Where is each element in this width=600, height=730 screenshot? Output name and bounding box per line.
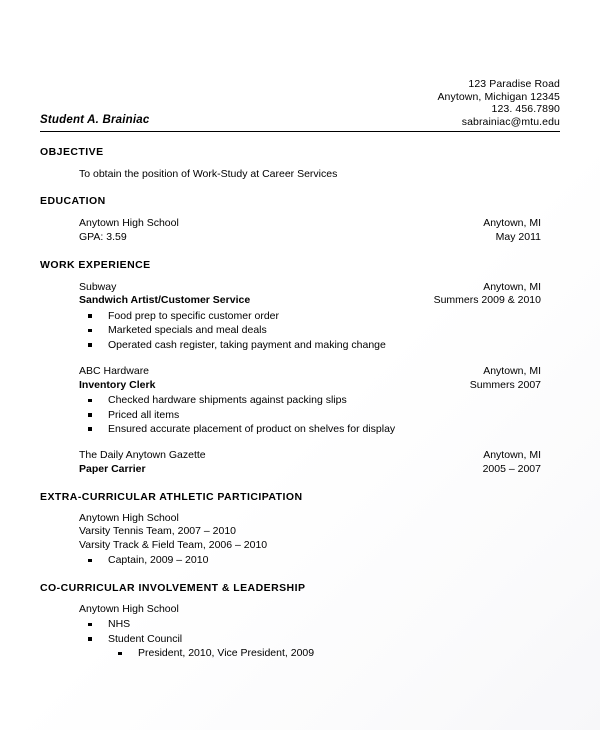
section-title-education: EDUCATION bbox=[40, 195, 106, 208]
contact-address-street: 123 Paradise Road bbox=[468, 78, 560, 90]
section-education bbox=[40, 195, 560, 244]
work-experience-body bbox=[79, 281, 560, 477]
education-school: Anytown High School bbox=[79, 217, 179, 230]
work-bullet-list bbox=[79, 309, 560, 352]
work-dates: Summers 2007 bbox=[469, 378, 541, 391]
leadership-school: Anytown High School bbox=[79, 602, 179, 615]
work-position-row bbox=[79, 463, 560, 477]
athletics-school: Anytown High School bbox=[79, 511, 179, 524]
contact-phone: 123. 456.7890 bbox=[491, 103, 560, 116]
section-leadership bbox=[40, 582, 560, 661]
work-entry bbox=[79, 365, 560, 436]
work-bullet: Marketed specials and meal deals bbox=[79, 323, 560, 337]
work-position-row bbox=[79, 379, 560, 393]
work-employer-row bbox=[79, 449, 560, 463]
leadership-item-label: NHS bbox=[108, 618, 131, 631]
work-location: Anytown, MI bbox=[483, 449, 541, 462]
work-entry bbox=[79, 449, 560, 476]
athletics-line: Varsity Tennis Team, 2007 – 2010 bbox=[79, 525, 237, 538]
leadership-list bbox=[79, 617, 560, 660]
athletics-bullet-list bbox=[79, 553, 560, 567]
work-location: Anytown, MI bbox=[483, 364, 541, 377]
education-gpa-row bbox=[79, 231, 560, 245]
education-body bbox=[79, 217, 560, 244]
work-dates: Summers 2009 & 2010 bbox=[433, 294, 541, 307]
section-title-leadership: CO-CURRICULAR INVOLVEMENT & LEADERSHIP bbox=[40, 581, 306, 594]
education-grad-date: May 2011 bbox=[495, 230, 541, 243]
work-employer: ABC Hardware bbox=[79, 364, 150, 377]
education-school-row bbox=[79, 217, 560, 231]
section-work-experience bbox=[40, 259, 560, 477]
leadership-sub-item: President, 2010, Vice President, 2009 bbox=[108, 646, 560, 660]
leadership-item bbox=[79, 617, 560, 631]
header-divider bbox=[40, 131, 560, 132]
work-dates: 2005 – 2007 bbox=[482, 462, 541, 475]
athletics-bullet: Captain, 2009 – 2010 bbox=[79, 553, 560, 567]
leadership-item-label: Student Council bbox=[108, 632, 183, 645]
section-athletics bbox=[40, 491, 560, 568]
work-employer-row bbox=[79, 281, 560, 295]
work-position: Sandwich Artist/Customer Service bbox=[79, 294, 251, 307]
work-position: Paper Carrier bbox=[79, 462, 146, 475]
section-title-athletics: EXTRA-CURRICULAR ATHLETIC PARTICIPATION bbox=[40, 490, 303, 503]
athletics-body bbox=[79, 512, 560, 568]
objective-text: To obtain the position of Work-Study at Career Services bbox=[79, 168, 338, 181]
education-entry bbox=[79, 217, 560, 244]
work-employer: Subway bbox=[79, 280, 117, 293]
work-employer-row bbox=[79, 365, 560, 379]
work-employer: The Daily Anytown Gazette bbox=[79, 449, 206, 462]
work-entry bbox=[79, 281, 560, 352]
work-location: Anytown, MI bbox=[483, 280, 541, 293]
leadership-sub-list bbox=[108, 646, 560, 660]
work-bullet: Ensured accurate placement of product on shelves for display bbox=[79, 422, 560, 436]
contact-email: sabrainiac@mtu.edu bbox=[461, 115, 560, 128]
work-bullet: Checked hardware shipments against packing slips bbox=[79, 393, 560, 407]
work-bullet: Priced all items bbox=[79, 408, 560, 422]
education-location: Anytown, MI bbox=[483, 217, 541, 230]
athletics-line: Varsity Track & Field Team, 2006 – 2010 bbox=[79, 538, 268, 551]
section-objective bbox=[40, 146, 560, 181]
section-title-objective: OBJECTIVE bbox=[40, 146, 104, 159]
contact-address-city: Anytown, Michigan 12345 bbox=[437, 90, 560, 103]
leadership-body bbox=[79, 603, 560, 661]
objective-body bbox=[79, 168, 560, 181]
resume-header bbox=[40, 78, 560, 132]
section-title-work-experience: WORK EXPERIENCE bbox=[40, 258, 151, 271]
work-position-row bbox=[79, 294, 560, 308]
applicant-name: Student A. Brainiac bbox=[40, 114, 150, 127]
leadership-item bbox=[79, 632, 560, 661]
work-position: Inventory Clerk bbox=[79, 378, 156, 391]
work-bullet-list bbox=[79, 393, 560, 436]
work-bullet: Operated cash register, taking payment and making change bbox=[79, 338, 560, 352]
work-bullet: Food prep to specific customer order bbox=[79, 309, 560, 323]
header-divider-wrap bbox=[40, 128, 560, 132]
education-gpa: GPA: 3.59 bbox=[79, 230, 127, 243]
